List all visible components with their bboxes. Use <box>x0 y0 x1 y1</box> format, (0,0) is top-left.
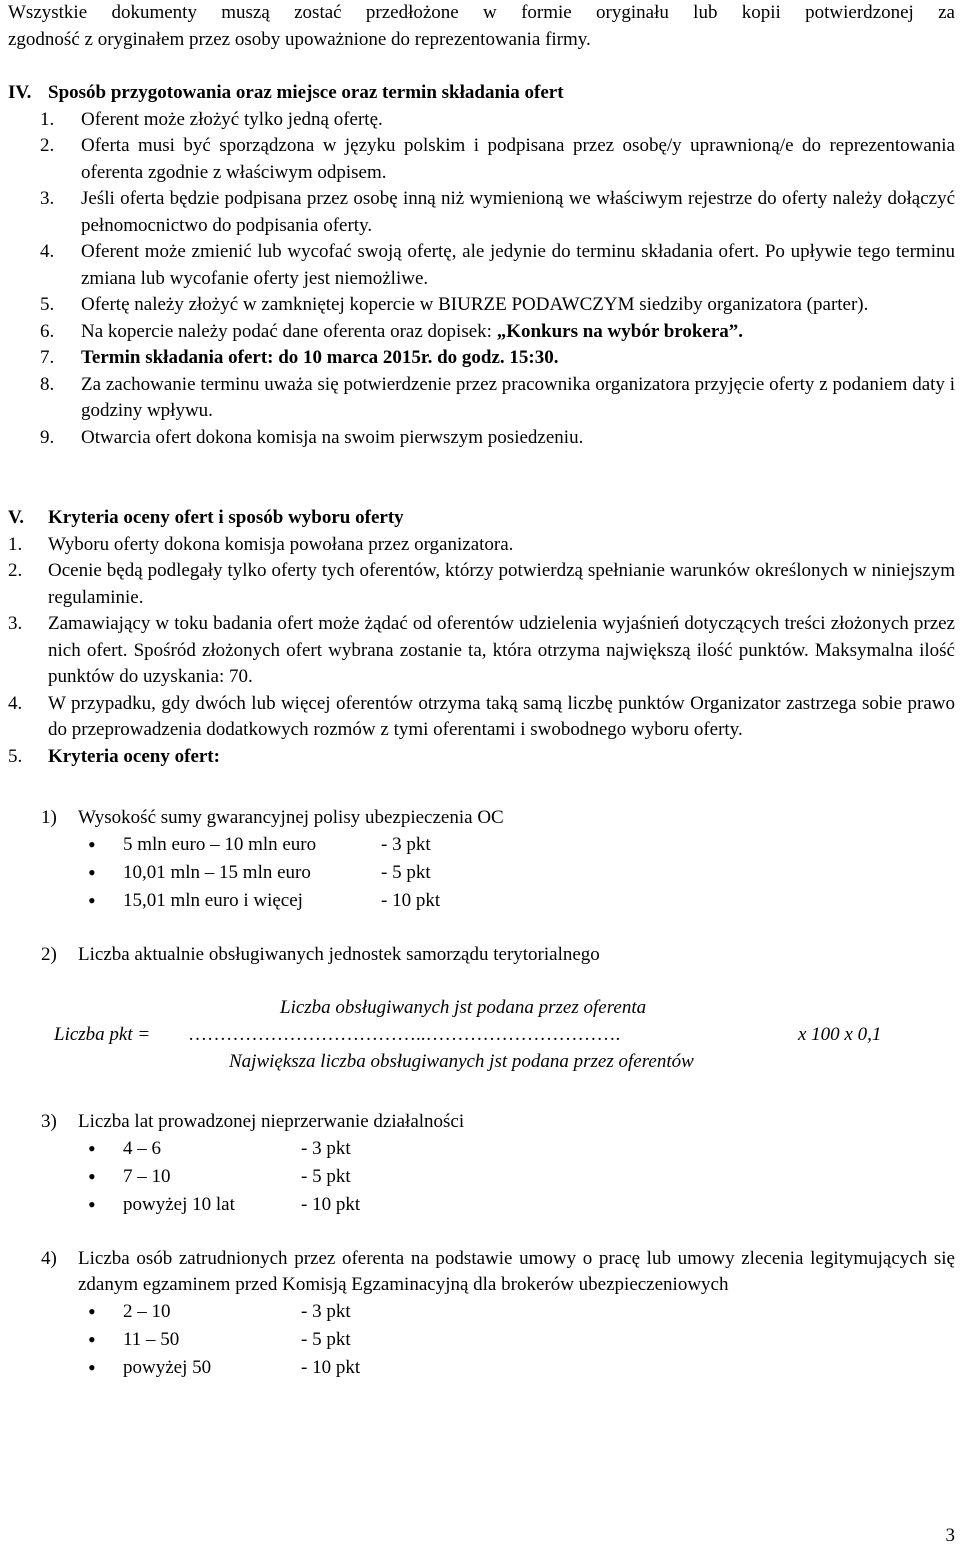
item-number: 4. <box>8 692 23 714</box>
bullet-row <box>8 1136 955 1164</box>
bullet-row <box>8 1164 955 1192</box>
bullet-range: powyżej 10 lat <box>123 1193 235 1215</box>
list-item <box>8 425 955 452</box>
item-number: 1. <box>8 533 23 555</box>
bullet-points: - 3 pkt <box>301 1137 351 1159</box>
list-item <box>8 319 955 346</box>
criterion-title-row <box>41 1109 955 1136</box>
item-number: 2. <box>8 560 23 581</box>
criterion-title: Liczba lat prowadzonej nieprzerwanie działalności <box>78 1111 465 1132</box>
envelope-label: „Konkurs na wybór brokera”. <box>496 320 744 342</box>
intro-line-2: zgodność z oryginałem przez osoby upoważnione do reprezentowania firmy. <box>8 28 591 50</box>
bullet-range: 7 – 10 <box>123 1165 171 1187</box>
bullet-points: - 10 pkt <box>301 1356 361 1378</box>
criterion-title: Wysokość sumy gwarancyjnej polisy ubezpieczenia OC <box>78 807 504 828</box>
criterion-number: 1) <box>41 807 57 828</box>
bullet-row <box>8 1327 955 1355</box>
list-item <box>8 611 955 691</box>
section-5-number: V. <box>8 507 25 528</box>
list-item <box>8 691 955 744</box>
item-text-prefix: Na kopercie należy podać dane oferenta oraz dopisek: <box>81 320 497 342</box>
criterion-number: 2) <box>41 943 57 965</box>
section-5-heading <box>8 505 955 532</box>
formula-lhs: Liczba pkt = <box>54 1024 151 1045</box>
bullet-range: 4 – 6 <box>123 1137 161 1159</box>
section-5 <box>8 505 955 770</box>
criterion-number: 3) <box>41 1111 57 1132</box>
list-item <box>8 133 955 186</box>
list-item <box>8 744 955 771</box>
bullet-icon: • <box>88 859 96 885</box>
list-item <box>8 345 955 372</box>
page-number: 3 <box>945 1525 955 1546</box>
item-text: Za zachowanie terminu uważa się potwierdzenie przez pracownika organizatora przyjęcie oferty z podaniem daty i godziny wpływu. <box>81 373 955 421</box>
item-text: Wyboru oferty dokona komisja powołana przez organizatora. <box>48 533 514 555</box>
item-number: 2. <box>40 135 55 156</box>
list-item <box>8 532 955 559</box>
section-5-title: Kryteria oceny ofert i sposób wyboru oferty <box>48 507 404 528</box>
bullet-row <box>8 1299 955 1327</box>
document-page <box>8 0 955 1383</box>
criterion-number: 4) <box>41 1247 57 1269</box>
bullet-row <box>8 1192 955 1220</box>
intro-paragraph <box>8 0 955 53</box>
bullet-points: - 3 pkt <box>301 1300 351 1322</box>
criterion-4 <box>8 1246 955 1383</box>
item-number: 3. <box>8 613 23 634</box>
list-item <box>8 372 955 425</box>
formula-dots: ………………………………..…………………………. <box>188 1024 621 1045</box>
formula-multiplier: x 100 x 0,1 <box>798 1024 882 1045</box>
bullet-icon: • <box>88 1163 96 1189</box>
section-4 <box>8 80 955 451</box>
item-number: 5. <box>40 294 55 315</box>
bullet-points: - 5 pkt <box>301 1328 351 1350</box>
item-text: Otwarcia ofert dokona komisja na swoim pierwszym posiedzeniu. <box>81 426 584 448</box>
item-number: 1. <box>40 108 55 130</box>
formula-numerator: Liczba obsługiwanych jst podana przez oferenta <box>280 997 647 1018</box>
item-text: Oferta musi być sporządzona w języku polskim i podpisana przez osobę/y uprawnioną/e do reprezentowania oferenta zgodnie z właściwym odpisem. <box>81 135 955 183</box>
bullet-points: - 10 pkt <box>301 1193 361 1215</box>
bullet-points: - 3 pkt <box>381 833 431 855</box>
bullet-row <box>8 832 955 860</box>
deadline-text: Termin składania ofert: do 10 marca 2015r. do godz. 15:30. <box>81 347 559 368</box>
item-text: Zamawiający w toku badania ofert może żądać od oferentów udzielenia wyjaśnień dotyczących treści złożonych przez nich ofert. Spośród złożonych ofert wybrana zostanie ta, która otrzyma największą ilość punktów. Maksymalna ilość punktów do uzyskania: 70. <box>48 613 955 687</box>
item-text: W przypadku, gdy dwóch lub więcej oferentów otrzyma taką samą liczbę punktów Organizator zastrzega sobie prawo do przeprowadzenia dodatkowych rozmów z tymi oferentami i swobodnego wyboru oferty. <box>48 692 955 740</box>
item-number: 6. <box>40 320 55 342</box>
item-text: Ocenie będą podlegały tylko oferty tych oferentów, którzy potwierdzą spełnianie warunków określonych w niniejszym regulaminie. <box>48 560 955 608</box>
bullet-icon: • <box>88 1298 96 1324</box>
bullet-range: 11 – 50 <box>123 1328 180 1350</box>
item-number: 8. <box>40 373 55 395</box>
criterion-1 <box>8 805 955 916</box>
list-item <box>8 558 955 611</box>
section-4-title: Sposób przygotowania oraz miejsce oraz termin składania ofert <box>48 82 564 103</box>
item-text <box>81 319 955 346</box>
bullet-range: powyżej 50 <box>123 1356 212 1378</box>
item-number: 5. <box>8 745 23 767</box>
bullet-points: - 5 pkt <box>381 861 431 883</box>
bullet-range: 5 mln euro – 10 mln euro <box>123 833 317 855</box>
bullet-icon: • <box>88 1326 96 1352</box>
bullet-row <box>8 860 955 888</box>
points-formula <box>8 995 955 1083</box>
bullet-icon: • <box>88 887 96 913</box>
criterion-3 <box>8 1109 955 1220</box>
criterion-2 <box>8 942 955 1084</box>
criteria-heading: Kryteria oceny ofert: <box>48 745 220 767</box>
bullet-points: - 10 pkt <box>381 889 441 911</box>
bullet-points: - 5 pkt <box>301 1165 351 1187</box>
criterion-title-row <box>41 1246 955 1299</box>
section-4-number: IV. <box>8 82 32 103</box>
bullet-range: 10,01 mln – 15 mln euro <box>123 861 311 883</box>
item-number: 3. <box>40 188 55 209</box>
criterion-title: Liczba osób zatrudnionych przez oferenta na podstawie umowy o pracę lub umowy zlecenia legitymujących się zdanym egzaminem przed Komisją Egzaminacyjną dla brokerów ubezpieczeniowych <box>78 1247 955 1295</box>
list-item <box>8 239 955 292</box>
list-item <box>8 186 955 239</box>
item-text: Ofertę należy złożyć w zamkniętej kopercie w BIURZE PODAWCZYM siedziby organizatora (parter). <box>81 294 869 315</box>
criterion-title-row <box>41 942 955 969</box>
item-text: Oferent może zmienić lub wycofać swoją ofertę, ale jedynie do terminu składania ofert. Po upływie tego terminu zmiana lub wycofanie oferty jest niemożliwe. <box>81 241 955 289</box>
item-text: Jeśli oferta będzie podpisana przez osobę inną niż wymienioną we właściwym rejestrze do oferty należy dołączyć pełnomocnictwo do podpisania oferty. <box>81 188 955 236</box>
bullet-range: 2 – 10 <box>123 1300 171 1322</box>
item-number: 9. <box>40 426 55 448</box>
bullet-icon: • <box>88 1135 96 1161</box>
list-item <box>8 107 955 134</box>
bullet-icon: • <box>88 1354 96 1380</box>
item-text: Oferent może złożyć tylko jedną ofertę. <box>81 108 383 130</box>
section-4-heading <box>8 80 955 107</box>
list-item <box>8 292 955 319</box>
bullet-icon: • <box>88 1191 96 1217</box>
bullet-row <box>8 1355 955 1383</box>
bullet-range: 15,01 mln euro i więcej <box>123 889 303 911</box>
criterion-title-row <box>41 805 955 832</box>
intro-line-1: Wszystkie dokumenty muszą zostać przedłożone w formie oryginału lub kopii potwierdzonej za <box>8 2 955 23</box>
item-number: 7. <box>40 347 55 368</box>
formula-denominator: Największa liczba obsługiwanych jst podana przez oferentów <box>229 1051 694 1072</box>
criterion-title: Liczba aktualnie obsługiwanych jednostek samorządu terytorialnego <box>78 943 600 965</box>
bullet-icon: • <box>88 831 96 857</box>
item-number: 4. <box>40 241 55 262</box>
bullet-row <box>8 888 955 916</box>
